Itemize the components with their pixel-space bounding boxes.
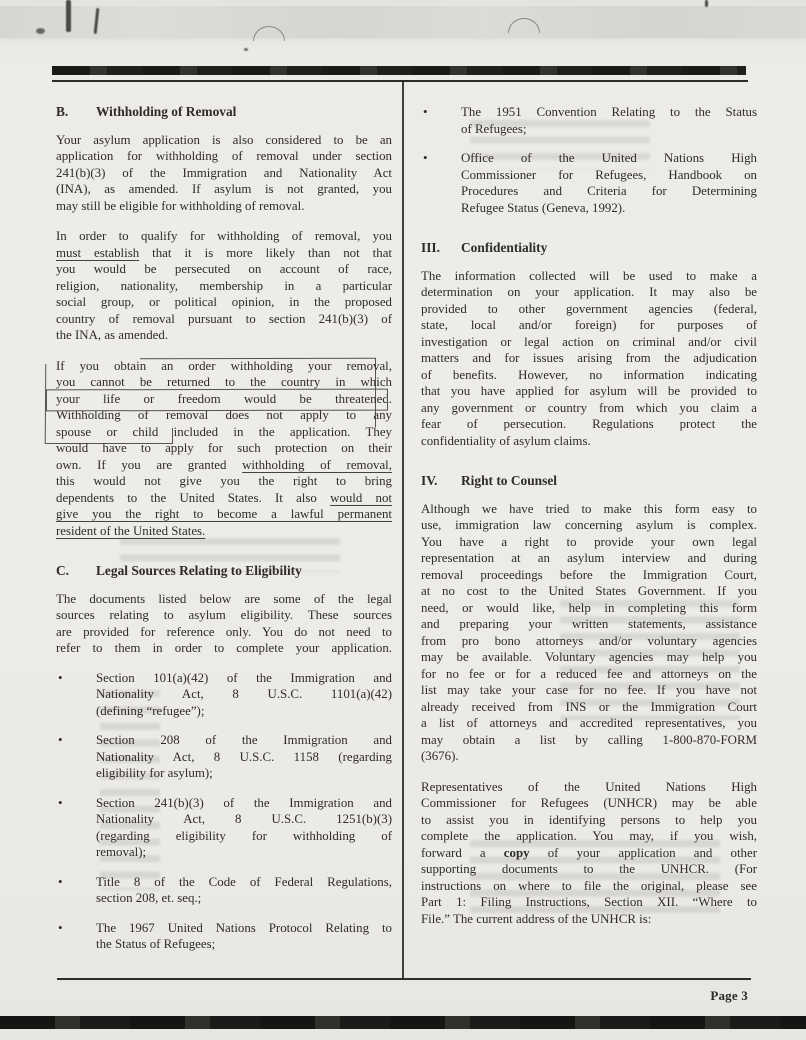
text-run: removal proceedings before the Immigration Court, [421,567,757,582]
text-line [421,501,757,518]
text-run: of Refugees; [461,121,527,136]
text-run: use, immigration law concerning asylum is complex. [421,518,757,532]
text-line [56,591,392,608]
text-line [56,457,392,474]
text-line [421,732,757,749]
text-line [96,703,392,720]
text-run: of benefits. However, no information indicating [421,367,757,382]
text-run: Commissioner for Refugees, Handbook on [461,167,757,182]
text-line [421,350,757,367]
bullet-icon: • [423,104,428,119]
text-run: at no cost to the United States Government. If you [421,584,757,598]
footer-rule [57,978,751,980]
text-line [421,517,757,534]
text-run: Procedures and Criteria for Determining [461,184,757,198]
text-line [96,795,392,812]
text-line [421,795,757,812]
text-run: (INA), as amended. If asylum is not granted, you [56,182,392,196]
text-line [461,200,757,217]
paragraph [56,228,392,344]
text-run: eligibility for asylum); [96,766,213,780]
text-line [56,607,392,624]
text-line [421,616,757,633]
section-label: IV. [421,473,438,488]
text-line [56,374,392,391]
text-run: fear of persecution. Regulations protect the [421,417,757,431]
text-run: and preparing your written statements, assistance [421,617,757,631]
list-item [421,150,757,216]
list-item [56,795,392,861]
text-line [96,670,392,687]
text-line [56,424,392,441]
text-run: for no fee or for a reduced fee and attorneys on the [421,666,757,681]
text-line [96,811,392,828]
text-run: matters and for issues arising from the adjudication [421,351,757,365]
section-heading [421,240,757,257]
text-run: Your asylum application is also considered to be an [56,132,392,147]
text-run: Section 101(a)(42) of the Immigration and [96,670,392,685]
text-run: investigation or legal action on criminal and/or civil [421,334,757,349]
text-run: may obtain a list by calling 1-800-870-FORM [421,732,757,747]
list-item [421,104,757,137]
scan-artifact [66,0,71,32]
text-line [421,334,757,351]
page-number: Page 3 [710,988,748,1003]
text-line [96,828,392,845]
text-run: Nationality Act, 8 U.S.C. 1251(b)(3) [96,812,392,826]
text-line [56,294,392,311]
text-run: refer to them in order to complete your application. [56,641,392,655]
text-line [96,920,392,937]
text-run: supporting documents to the UNHCR. (For [421,862,757,876]
top-heavy-rule [52,66,746,75]
column-divider-rule [402,82,404,980]
scan-artifact [705,0,708,7]
text-run: spouse or child included in the application. They [56,424,392,439]
underlined-text: give you the right to become a lawful permanent [56,507,392,521]
list-item [56,732,392,782]
text-run: list may take your case for no fee. If you have not [421,683,757,697]
text-line [56,327,392,344]
text-line [421,845,757,862]
section-title: Legal Sources Relating to Eligibility [96,563,302,578]
bold-text: copy [503,845,530,860]
section-title: Confidentiality [461,240,548,255]
text-line [56,490,392,507]
text-line [421,383,757,400]
text-line [421,682,757,699]
text-run: that you have applied for asylum will be provided to [421,384,757,398]
text-line [461,150,757,167]
text-line [421,861,757,878]
underlined-text: would not [330,490,393,505]
text-line [56,311,392,328]
text-line [96,874,392,891]
text-run: any government or country from which you claim a [421,400,757,415]
list-item [56,874,392,907]
text-run: may still be eligible for withholding of removal. [56,198,305,213]
text-line [421,268,757,285]
text-line [421,534,757,551]
list-item [56,920,392,953]
text-line [56,278,392,295]
text-line [56,506,392,523]
text-run: 241(b)(3) of the Immigration and Nationality Act [56,165,392,180]
bullet-icon: • [58,919,63,935]
scan-artifact [244,48,248,51]
top-thin-rule [52,80,748,82]
text-line [56,440,392,457]
text-run: (defining “refugee”); [96,703,205,718]
text-run: In order to qualify for withholding of removal, you [56,229,392,243]
text-line [421,317,757,334]
text-line [421,894,757,911]
section-label: B. [56,104,69,119]
bottom-heavy-rule [0,1016,806,1029]
text-line [96,890,392,907]
text-line [56,358,392,375]
text-line [421,633,757,650]
bullet-icon: • [58,794,63,810]
text-run: the INA, as amended. [56,328,169,342]
text-line [461,167,757,184]
text-line [96,936,392,953]
text-run: already received from INS or the Immigration Court [421,699,757,714]
text-run: country of removal pursuant to section 241(b)(3) of [56,311,392,326]
text-line [421,828,757,845]
bullet-icon: • [58,669,63,685]
text-line [56,391,392,408]
scanner-edge-band [0,6,806,38]
text-line [421,550,757,567]
text-run: Representatives of the United Nations High [421,779,757,794]
text-line [421,567,757,584]
text-run: Office of the United Nations High [461,151,757,165]
text-line [56,245,392,262]
text-line [421,600,757,617]
paragraph [421,268,757,450]
paragraph [421,501,757,765]
section-title: Withholding of Removal [96,104,237,119]
text-run: your life or freedom would be threatened. [56,391,392,406]
text-line [421,812,757,829]
text-run: Part 1: Filing Instructions, Section XII. “Where to [421,895,757,909]
paragraph [56,358,392,540]
text-run: a list of attorneys and accredited representatives, you [421,716,757,730]
text-line [56,148,392,165]
text-run: to assist you in identifying persons to help you [421,812,757,827]
paragraph [56,132,392,215]
list-item [56,670,392,720]
text-line [421,715,757,732]
text-line [56,228,392,245]
text-line [96,749,392,766]
text-line [56,165,392,182]
text-run: you would be persecuted on account of race, [56,262,392,276]
text-run: removal); [96,845,147,859]
text-run: religion, nationality, membership in a particular [56,278,392,293]
text-line [421,911,757,928]
text-line [56,261,392,278]
text-run: provided to other government agencies (federal, [421,301,757,316]
text-line [461,104,757,121]
text-line [421,779,757,796]
text-line [56,181,392,198]
text-run: If you obtain an order withholding your removal, [56,358,392,373]
text-run: instructions on where to file the original, please see [421,878,757,893]
text-line [421,301,757,318]
section-label: III. [421,240,440,255]
text-run: The information collected will be used to make a [421,268,757,283]
text-run: own. If you are granted [56,457,243,472]
text-run: Section 208 of the Immigration and [96,733,392,747]
text-run: Although we have tried to make this form easy to [421,501,757,516]
text-run: section 208, et. seq.; [96,891,202,905]
section-title: Right to Counsel [461,473,557,488]
text-line [56,407,392,424]
text-run: application for withholding of removal under section [56,149,392,163]
text-line [96,686,392,703]
text-run: File.” The current address of the UNHCR is: [421,911,652,926]
annotation-box-edge [45,363,47,443]
text-run: Commissioner for Refugees (UNHCR) may be able [421,796,757,810]
underlined-text: withholding of removal, [242,457,392,472]
text-line [421,433,757,450]
text-run: representation at an asylum interview and during [421,551,757,565]
text-run: The documents listed below are some of the legal [56,591,392,606]
text-line [421,878,757,895]
text-line [421,400,757,417]
text-run: confidentiality of asylum claims. [421,433,591,448]
text-run: complete the application. You may, if you wish, [421,829,757,843]
text-run: dependents to the United States. It also [56,490,331,505]
text-run: sources relating to asylum eligibility. These sources [56,608,392,622]
text-run: that it is more likely than not that [139,245,392,260]
scan-artifact [36,28,45,34]
section-heading [421,473,757,490]
text-run: The 1951 Convention Relating to the Status [461,105,757,119]
text-line [461,121,757,138]
text-line [56,473,392,490]
left-column [56,104,392,953]
text-run: would have to apply for such protection on their [56,441,392,455]
text-line [96,732,392,749]
text-run: may be available. Voluntary agencies may help you [421,650,757,664]
text-run: Nationality Act, 8 U.S.C. 1158 (regarding [96,749,392,764]
text-run: Nationality Act, 8 U.S.C. 1101(a)(42) [96,687,392,701]
text-run: The 1967 United Nations Protocol Relating to [96,920,392,935]
bullet-icon: • [423,150,428,165]
text-line [421,367,757,384]
text-run: determination on your application. It may also be [421,285,757,299]
text-line [96,765,392,782]
text-run: state, local and/or foreign) for purposes of [421,318,757,332]
section-heading [56,563,392,580]
text-line [421,284,757,301]
bullet-icon: • [58,873,63,889]
text-run: from pro bono attorneys and/or voluntary agencies [421,633,757,648]
text-run: Section 241(b)(3) of the Immigration and [96,795,392,810]
text-run: this would not give you the right to bring [56,474,392,488]
text-run: you cannot be returned to the country in which [56,375,392,389]
text-line [421,748,757,765]
text-run: Withholding of removal does not apply to any [56,408,392,422]
text-line [421,666,757,683]
text-line [96,844,392,861]
text-line [461,183,757,200]
text-line [421,416,757,433]
text-run: need, or would like, help in completing this form [421,600,757,615]
text-run: social group, or political opinion, in the proposed [56,295,392,309]
text-run: the Status of Refugees; [96,937,216,951]
text-run: are provided for reference only. You do not need to [56,624,392,639]
text-line [56,132,392,149]
text-line [421,649,757,666]
text-run: (regarding eligibility for withholding of [96,828,392,843]
text-line [56,198,392,215]
section-heading [56,104,392,121]
text-run: You have a right to provide your own legal [421,534,757,549]
underlined-text: must establish [56,245,140,260]
text-line [56,624,392,641]
text-run: Refugee Status (Geneva, 1992). [461,200,626,215]
text-line [56,523,392,540]
underlined-text: resident of the United States. [56,523,206,538]
paragraph [56,591,392,657]
text-line [421,699,757,716]
text-run: of your application and other [529,845,757,860]
text-line [56,640,392,657]
text-run: forward a [421,845,504,860]
text-run: Title 8 of the Code of Federal Regulations, [96,874,392,889]
section-label: C. [56,563,70,578]
right-column [421,104,757,927]
text-line [421,583,757,600]
bullet-icon: • [58,732,63,747]
paragraph [421,779,757,928]
text-run: (3676). [421,749,459,763]
